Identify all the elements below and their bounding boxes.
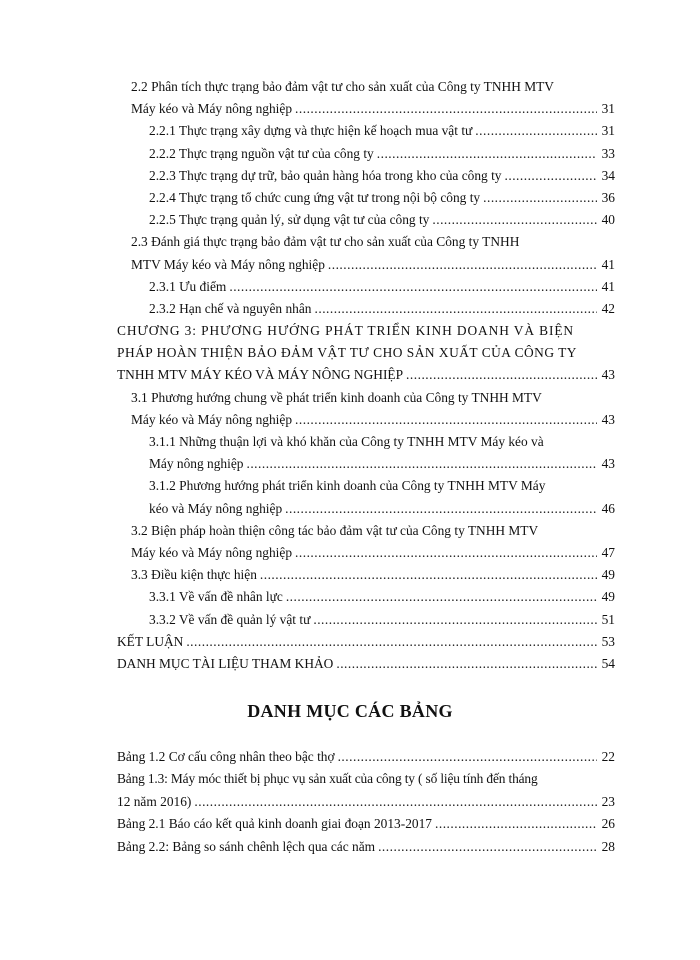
toc-entry-3-1-1-line2 [117, 453, 615, 475]
toc-entry-2-2-line2 [117, 98, 615, 120]
toc-page-number: 34 [601, 167, 615, 183]
toc-entry-2-3-2 [117, 298, 615, 320]
dot-leader [480, 187, 597, 209]
dot-leader [191, 791, 597, 813]
lot-page-number: 23 [601, 793, 615, 809]
toc-entry-3-2-line2 [117, 542, 615, 564]
toc-text: CHƯƠNG 3: PHƯƠNG HƯỚNG PHÁT TRIỂN KINH DOANH VÀ BIỆN [117, 323, 574, 339]
toc-entry-2-2-4 [117, 187, 615, 209]
toc-page-number: 49 [601, 589, 615, 605]
toc-text: Máy kéo và Máy nông nghiệp [131, 411, 293, 427]
lot-text: Bảng 1.3: Máy móc thiết bị phục vụ sản xuất của công ty ( số liệu tính đến tháng [117, 771, 538, 787]
dot-leader [403, 364, 597, 386]
dot-leader [432, 813, 597, 835]
toc-entry-2-2-line1 [117, 76, 615, 98]
lot-page-number: 22 [601, 749, 615, 764]
list-of-tables [117, 746, 615, 858]
dot-leader [226, 276, 597, 298]
toc-page-number: 31 [601, 123, 615, 139]
toc-entry-2-2-1 [117, 120, 615, 142]
toc-page-number: 42 [601, 300, 615, 316]
toc-text: MTV Máy kéo và Máy nông nghiệp [131, 256, 325, 272]
toc-text: 2.2 Phân tích thực trạng bảo đảm vật tư cho sản xuất của Công ty TNHH MTV [131, 79, 554, 94]
toc-chapter-3-line2 [117, 342, 615, 364]
toc-page-number: 49 [601, 567, 615, 583]
dot-leader [312, 298, 598, 320]
toc-entry-3-1-2-line2 [117, 498, 615, 520]
toc-page-number: 51 [601, 611, 615, 627]
dot-leader [183, 631, 597, 653]
toc-text: 2.3.2 Hạn chế và nguyên nhân [149, 300, 312, 316]
toc-page-number: 31 [601, 101, 615, 117]
toc-text: 3.2 Biện pháp hoàn thiện công tác bảo đảm vật tư của Công ty TNHH MTV [131, 522, 539, 538]
lot-text: Bảng 1.2 Cơ cấu công nhân theo bậc thợ [117, 749, 335, 764]
dot-leader [472, 120, 597, 142]
toc-text: Máy kéo và Máy nông nghiệp [131, 101, 293, 117]
toc-text: 3.1.2 Phương hướng phát triển kinh doanh của Công ty TNHH MTV Máy [149, 478, 546, 494]
toc-page-number: 53 [601, 633, 615, 649]
lot-text: Bảng 2.2: Bảng so sánh chênh lệch qua các năm [117, 838, 376, 854]
toc-text: 2.3.1 Ưu điểm [149, 278, 227, 294]
lot-entry-1-3-line2 [117, 791, 615, 813]
toc-entry-2-3-1 [117, 276, 615, 298]
toc-entry-2-2-3 [117, 165, 615, 187]
dot-leader [282, 498, 597, 520]
toc-page-number: 46 [601, 500, 615, 516]
toc-text: 3.3 Điều kiện thực hiện [131, 567, 257, 583]
toc-entry-3-3-1 [117, 586, 615, 608]
toc-text: PHÁP HOÀN THIỆN BẢO ĐẢM VẬT TƯ CHO SẢN XUẤT CỦA CÔNG TY [117, 345, 577, 361]
toc-page-number: 43 [601, 367, 615, 383]
toc-text: 3.1.1 Những thuận lợi và khó khăn của Công ty TNHH MTV Máy kéo và [149, 434, 544, 449]
dot-leader [292, 98, 597, 120]
toc-text: 2.2.5 Thực trạng quản lý, sử dụng vật tư của công ty [149, 212, 430, 228]
toc-text: KẾT LUẬN [117, 633, 184, 649]
toc-entry-2-3-line1 [117, 231, 615, 253]
toc-chapter-3-line1 [117, 320, 615, 342]
toc-chapter-3-line3 [117, 364, 615, 386]
toc-page-number: 41 [601, 278, 615, 294]
toc-page-number: 40 [601, 212, 615, 228]
toc-page-number: 41 [601, 256, 615, 272]
toc-entry-3-1-line2 [117, 409, 615, 431]
dot-leader [310, 609, 597, 631]
toc-entry-3-1-2-line1 [117, 475, 615, 497]
toc-entry-conclusion [117, 631, 615, 653]
lot-entry-1-3-line1 [117, 768, 615, 790]
toc-page-number: 43 [601, 456, 615, 472]
toc-text: 3.3.1 Về vấn đề nhân lực [149, 589, 283, 605]
dot-leader [333, 653, 597, 675]
table-of-contents [117, 76, 615, 675]
lot-page-number: 28 [601, 838, 615, 854]
toc-page-number: 54 [601, 655, 615, 671]
lot-text: 12 năm 2016) [117, 793, 192, 809]
toc-entry-3-3 [117, 564, 615, 586]
lot-text: Bảng 2.1 Báo cáo kết quả kinh doanh giai đoạn 2013-2017 [117, 816, 432, 832]
toc-entry-2-3-line2 [117, 254, 615, 276]
list-of-tables-heading: DANH MỤC CÁC BẢNG [247, 701, 453, 721]
toc-text: DANH MỤC TÀI LIỆU THAM KHẢO [117, 655, 334, 671]
toc-entry-3-1-1-line1 [117, 431, 615, 453]
toc-text: 2.3 Đánh giá thực trạng bảo đảm vật tư cho sản xuất của Công ty TNHH [131, 234, 520, 250]
toc-text: 3.3.2 Về vấn đề quản lý vật tư [149, 611, 311, 627]
toc-text: 2.2.2 Thực trạng nguồn vật tư của công ty [149, 145, 374, 161]
dot-leader [243, 453, 597, 475]
toc-entry-3-3-2 [117, 609, 615, 631]
dot-leader [335, 746, 597, 768]
toc-entry-references [117, 653, 615, 675]
lot-page-number: 26 [601, 816, 615, 832]
toc-page-number: 43 [601, 411, 615, 427]
toc-text: TNHH MTV MÁY KÉO VÀ MÁY NÔNG NGHIỆP [117, 367, 404, 383]
toc-entry-3-2-line1 [117, 520, 615, 542]
toc-entry-2-2-5 [117, 209, 615, 231]
dot-leader [429, 209, 597, 231]
dot-leader [292, 409, 597, 431]
toc-text: 2.2.3 Thực trạng dự trữ, bảo quản hàng hóa trong kho của công ty [149, 167, 502, 183]
lot-entry-2-1 [117, 813, 615, 835]
dot-leader [375, 836, 597, 858]
toc-text: kéo và Máy nông nghiệp [149, 500, 283, 516]
dot-leader [292, 542, 597, 564]
dot-leader [374, 143, 597, 165]
toc-text: Máy kéo và Máy nông nghiệp [131, 544, 293, 560]
toc-text: 2.2.4 Thực trạng tổ chức cung ứng vật tư trong nội bộ công ty [149, 189, 481, 205]
toc-text: Máy nông nghiệp [149, 456, 244, 472]
toc-page-number: 33 [601, 145, 615, 161]
toc-text: 3.1 Phương hướng chung về phát triển kinh doanh của Công ty TNHH MTV [131, 389, 542, 405]
lot-entry-2-2 [117, 836, 615, 858]
dot-leader [325, 254, 597, 276]
toc-text: 2.2.1 Thực trạng xây dựng và thực hiện kế hoạch mua vật tư [149, 123, 473, 139]
lot-entry-1-2 [117, 746, 615, 768]
toc-entry-2-2-2 [117, 143, 615, 165]
toc-page-number: 36 [601, 189, 615, 205]
dot-leader [502, 165, 598, 187]
dot-leader [283, 586, 597, 608]
toc-entry-3-1-line1 [117, 387, 615, 409]
toc-page-number: 47 [601, 544, 615, 560]
dot-leader [257, 564, 597, 586]
